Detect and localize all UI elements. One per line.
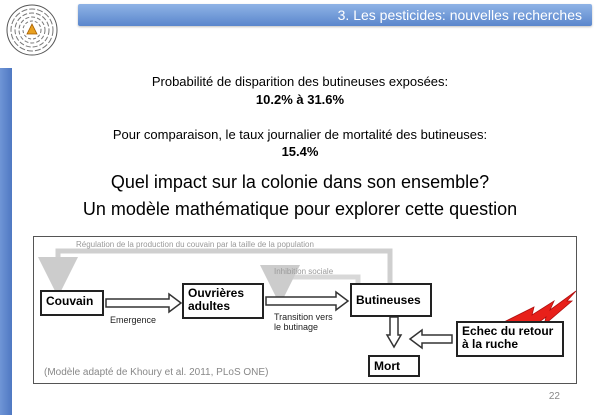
- death-box: [368, 355, 420, 377]
- model-caption: (Modèle adapté de Khoury et al. 2011, PLoS ONE): [44, 367, 269, 378]
- failed-return-label-line2: à la ruche: [462, 337, 519, 351]
- colony-model-diagram: [33, 236, 577, 384]
- model-statement: Un modèle mathématique pour explorer cette question: [82, 199, 518, 219]
- regulation-label: Régulation de la production du couvain par la taille de la population: [76, 240, 314, 249]
- diagram-arrows: [34, 237, 576, 383]
- maze-logo: [6, 4, 58, 56]
- transition-label: [274, 312, 333, 332]
- emergence-label: Emergence: [110, 315, 157, 325]
- couvain-label: Couvain: [46, 294, 94, 308]
- impact-question: Quel impact sur la colonie dans son ensemble?: [110, 172, 490, 192]
- couvain-box: [40, 290, 104, 316]
- left-accent-bar: [0, 68, 12, 415]
- adult-workers-label-line1: Ouvrières: [188, 286, 245, 300]
- mortality-comparison-text: Pour comparaison, le taux journalier de mortalité des butineuses:: [112, 127, 488, 142]
- social-inhibition-label: Inhibition sociale: [274, 267, 334, 276]
- failed-return-box: [456, 321, 564, 357]
- foragers-box: [350, 283, 432, 317]
- transition-label-line1: Transition vers: [274, 312, 333, 322]
- slide-title: 3. Les pesticides: nouvelles recherches: [337, 7, 582, 23]
- slide-title-bar: [78, 4, 592, 26]
- death-label: Mort: [374, 359, 400, 373]
- adult-workers-box: [182, 283, 264, 319]
- foragers-label: Butineuses: [356, 293, 421, 307]
- mortality-rate-value: 15.4%: [281, 144, 319, 159]
- disappearance-probability-value: 10.2% à 31.6%: [255, 92, 345, 107]
- failed-return-label-line1: Echec du retour: [462, 324, 554, 338]
- page-number: 22: [548, 391, 560, 402]
- adult-workers-label-line2: adultes: [188, 299, 231, 313]
- disappearance-probability-text: Probabilité de disparition des butineuses exposées:: [151, 74, 449, 89]
- transition-label-line2: le butinage: [274, 322, 319, 332]
